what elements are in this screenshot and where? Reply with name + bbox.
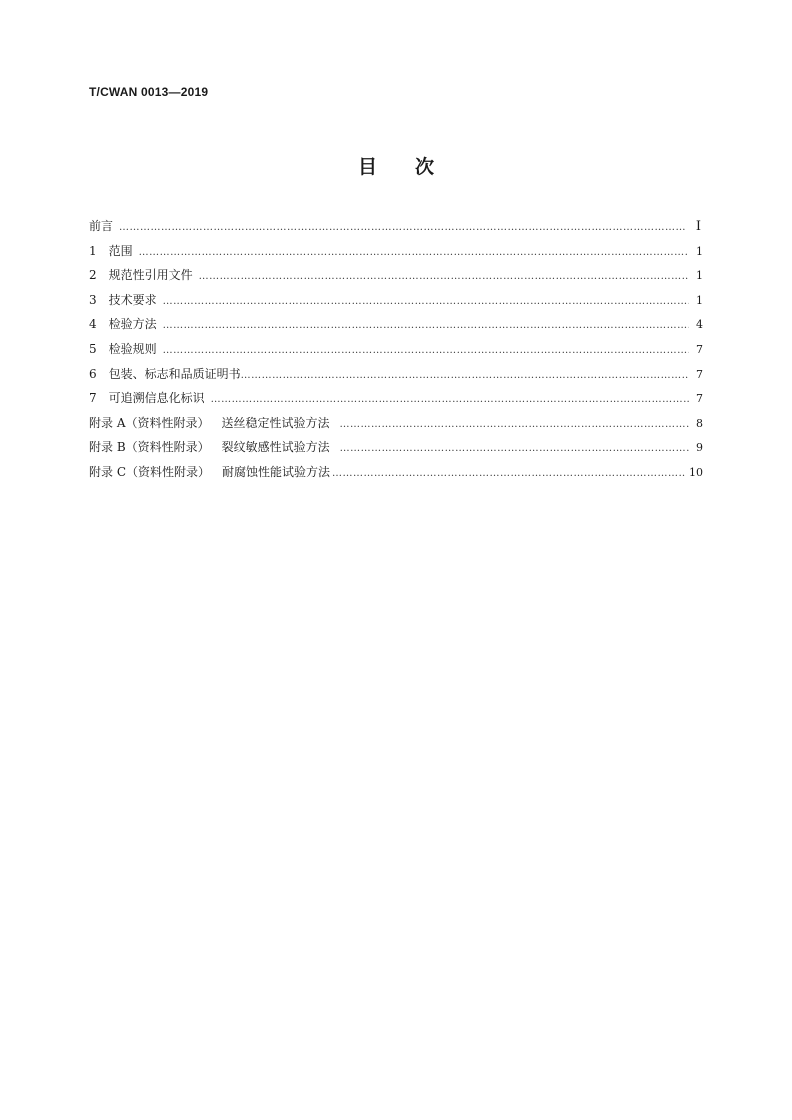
toc-entry-number: 6: [89, 366, 97, 381]
toc-leader-dots: [163, 312, 689, 339]
toc-entry-title: 送丝稳定性试验方法: [221, 415, 330, 430]
toc-entry-annex-c[interactable]: [89, 460, 703, 485]
toc-leader-dots: [163, 337, 689, 364]
toc-entry-scope[interactable]: [89, 239, 703, 264]
toc-leader-dots: [241, 362, 689, 389]
toc-entry-number: 3: [89, 292, 97, 307]
toc-entry-number: 5: [89, 341, 97, 356]
toc-entry-title: 耐腐蚀性能试验方法: [222, 464, 331, 479]
toc-entry-label: [89, 214, 113, 239]
toc-entry-label: [89, 386, 205, 411]
toc-entry-label: [89, 337, 157, 362]
toc-page-number: 1: [696, 244, 703, 258]
toc-entry-label: [89, 460, 330, 485]
toc-page-number: 8: [696, 416, 703, 430]
toc-leader-dots: [119, 214, 687, 241]
toc-entry-number: 4: [89, 317, 97, 332]
toc-entry-annex-a[interactable]: [89, 411, 703, 436]
toc-entry-label: [89, 239, 133, 264]
toc-annex-id: 附录 C: [89, 464, 126, 479]
toc-entry-label: [89, 362, 241, 387]
toc-page-number: 10: [689, 465, 703, 479]
toc-annex-type: （资料性附录）: [125, 440, 210, 455]
toc-entry-title: 技术要求: [108, 292, 157, 307]
toc-leader-dots: [340, 411, 689, 438]
toc-entry-title: 检验方法: [108, 317, 157, 332]
toc-entry-number: 7: [89, 391, 97, 406]
toc-leader-dots: [199, 263, 689, 290]
table-of-contents: [89, 214, 703, 485]
toc-entry-title: 包装、标志和品质证明书: [108, 366, 241, 381]
toc-annex-type: （资料性附录）: [126, 464, 211, 479]
toc-annex-id: 附录 A: [89, 415, 126, 430]
toc-annex-type: （资料性附录）: [125, 415, 210, 430]
toc-page-number: 7: [696, 342, 703, 356]
toc-page-number: 4: [696, 318, 703, 332]
toc-leader-dots: [340, 435, 689, 462]
toc-entry-title: 范围: [108, 243, 133, 258]
toc-entry-normative-references[interactable]: [89, 263, 703, 288]
document-code: T/CWAN 0013—2019: [89, 85, 209, 99]
toc-page-number: 9: [696, 441, 703, 455]
toc-entry-traceability[interactable]: [89, 386, 703, 411]
toc-entry-title: 规范性引用文件: [108, 268, 193, 283]
toc-entry-number: 2: [89, 268, 97, 283]
page-title: 目次: [357, 156, 472, 178]
toc-entry-title: 前言: [89, 219, 114, 233]
toc-entry-label: [89, 263, 193, 288]
toc-entry-title: 裂纹敏感性试验方法: [221, 440, 330, 455]
toc-annex-id: 附录 B: [89, 440, 126, 455]
toc-entry-label: [89, 435, 330, 460]
toc-entry-number: 1: [89, 243, 97, 258]
toc-entry-packaging[interactable]: [89, 362, 703, 387]
toc-leader-dots: [211, 386, 689, 413]
toc-leader-dots: [332, 460, 685, 487]
toc-page-number: 7: [696, 392, 703, 406]
toc-page-number: I: [695, 219, 701, 234]
toc-entry-annex-b[interactable]: [89, 435, 703, 460]
toc-page-number: 1: [696, 269, 703, 283]
toc-leader-dots: [163, 288, 689, 315]
toc-entry-label: [89, 411, 330, 436]
toc-entry-inspection-rules[interactable]: [89, 337, 703, 362]
toc-entry-test-methods[interactable]: [89, 312, 703, 337]
toc-entry-label: [89, 288, 157, 313]
toc-page-number: 1: [696, 293, 703, 307]
toc-entry-label: [89, 312, 157, 337]
toc-entry-technical-requirements[interactable]: [89, 288, 703, 313]
toc-entry-title: 可追溯信息化标识: [108, 391, 205, 406]
toc-page-number: 7: [696, 367, 703, 381]
toc-leader-dots: [139, 239, 689, 266]
toc-entry-preface[interactable]: [89, 214, 703, 239]
toc-entry-title: 检验规则: [108, 341, 157, 356]
